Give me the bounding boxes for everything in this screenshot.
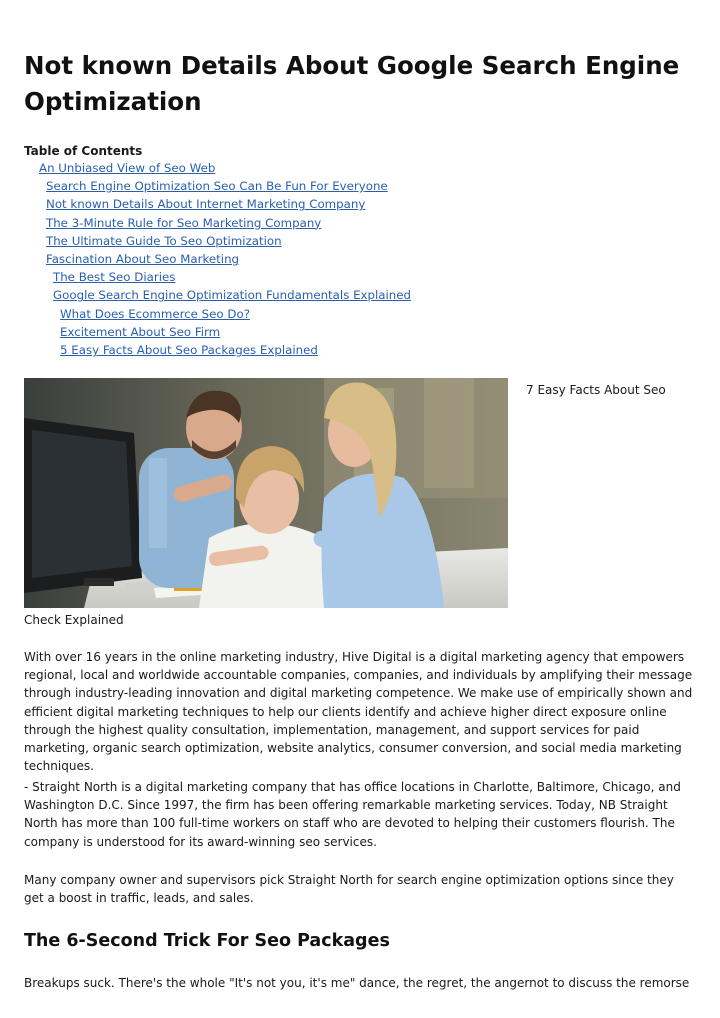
toc-link[interactable]: The Ultimate Guide To Seo Optimization	[46, 233, 282, 248]
body-paragraph: With over 16 years in the online marketing industry, Hive Digital is a digital marketing agency that empowers regional, local and worldwide accountable companies, companies, and individuals by amplifying their message through industry-leading innovation and digital marketing competence. We make use of empirically shown and efficient digital marketing techniques to help our clients identify and achieve higher direct exposure online through the highest quality consultation, implementation, management, and support services for paid marketing, organic search optimization, website analytics, consumer conversion, and social media marketing techniques.	[24, 650, 693, 774]
toc-link[interactable]: 5 Easy Facts About Seo Packages Explained	[60, 343, 318, 357]
toc-link[interactable]: An Unbiased View of Seo Web	[39, 161, 216, 175]
body-paragraph: Many company owner and supervisors pick Straight North for search engine optimization options since they get a boost in traffic, leads, and sales.	[24, 873, 674, 906]
toc-item[interactable]	[46, 251, 239, 267]
page-title: Not known Details About Google Search Engine Optimization	[24, 51, 680, 116]
toc-item[interactable]	[46, 215, 321, 231]
toc-link[interactable]: Excitement About Seo Firm	[60, 324, 221, 339]
body-paragraph: - Straight North is a digital marketing company that has office locations in Charlotte, Baltimore, Chicago, and Washington D.C. Since 1997, the firm has been offering remarkable marketing services. Today, NB Straight North has more than 100 full-time workers on staff who are devoted to helping their customers flourish. The company is understood for its award-winning seo services.	[24, 780, 681, 849]
toc-link[interactable]: Fascination About Seo Marketing	[46, 252, 240, 266]
toc-link[interactable]: The Best Seo Diaries	[53, 270, 176, 285]
toc-link[interactable]: What Does Ecommerce Seo Do?	[60, 306, 250, 321]
toc-item[interactable]	[53, 269, 175, 285]
toc-item[interactable]	[53, 287, 411, 303]
image-caption-below: Check Explained	[24, 613, 124, 627]
toc-link[interactable]: The 3-Minute Rule for Seo Marketing Company	[46, 215, 322, 230]
body-paragraph: Breakups suck. There's the whole "It's not you, it's me" dance, the regret, the angernot to discuss the remorse	[24, 976, 690, 990]
toc-item[interactable]	[46, 196, 365, 212]
toc-item[interactable]	[46, 178, 388, 194]
section-heading: The 6-Second Trick For Seo Packages	[24, 931, 390, 951]
office-team-photo	[24, 378, 508, 608]
toc-link[interactable]: Search Engine Optimization Seo Can Be Fun For Everyone	[46, 179, 388, 194]
toc-item[interactable]	[60, 324, 220, 340]
toc-link[interactable]: Google Search Engine Optimization Fundamentals Explained	[53, 288, 412, 303]
image-caption-right: 7 Easy Facts About Seo	[526, 383, 666, 397]
toc-item[interactable]	[39, 160, 215, 176]
toc-item[interactable]	[46, 233, 282, 249]
toc-item[interactable]	[60, 342, 318, 358]
toc-link[interactable]: Not known Details About Internet Marketing Company	[46, 197, 366, 212]
toc-item[interactable]	[60, 306, 250, 322]
toc-heading: Table of Contents	[24, 144, 143, 158]
